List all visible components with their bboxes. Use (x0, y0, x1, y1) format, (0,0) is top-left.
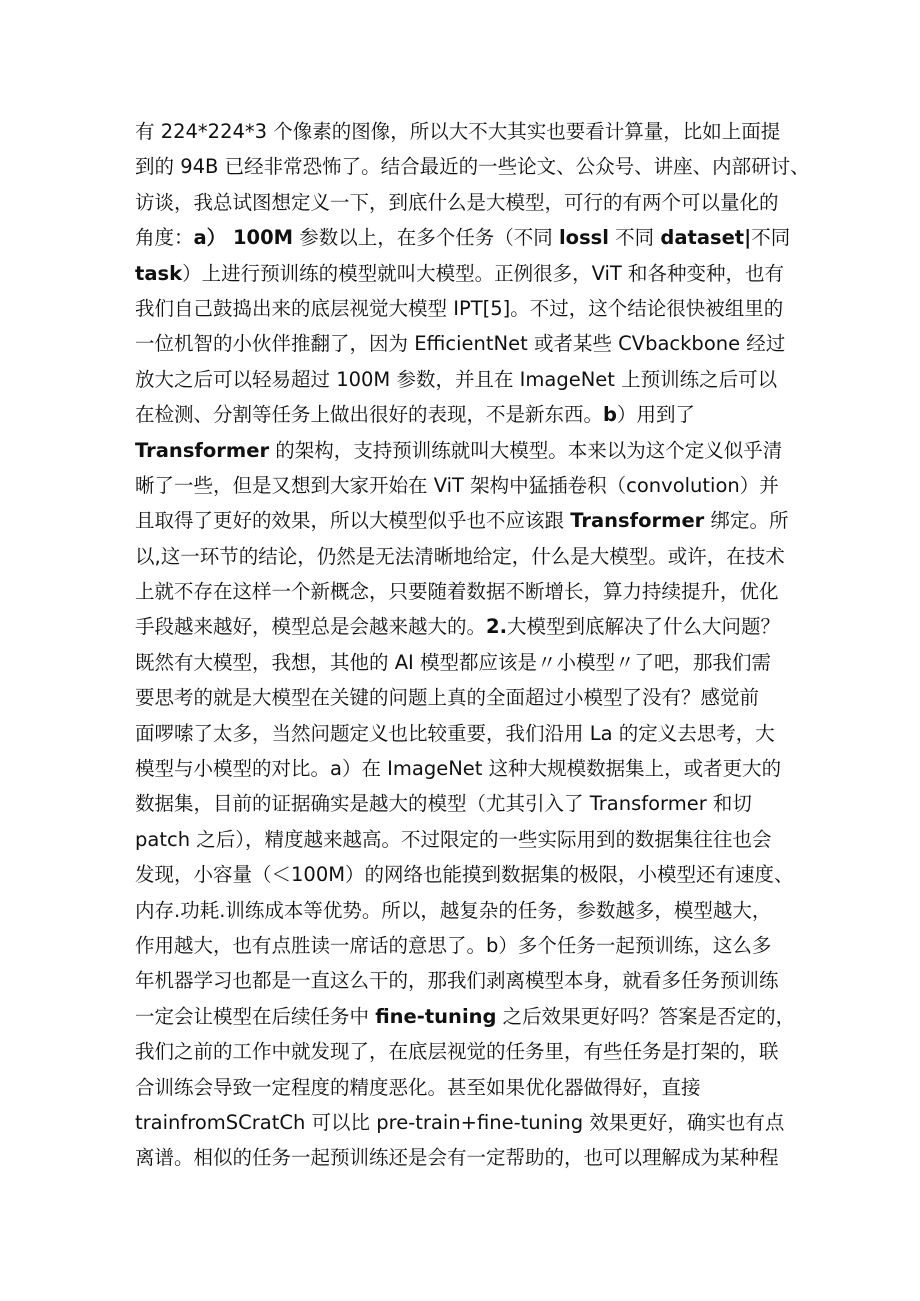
bold-text-run: fine-tuning (375, 1004, 497, 1028)
text-line (135, 574, 825, 609)
bold-text-run: a） 100M (193, 226, 294, 250)
text-run: 的架构，支持预训练就叫大模型。本来以为这个定义似乎清 (269, 438, 783, 462)
body-text (135, 114, 825, 1176)
text-run: 要思考的就是大模型在关键的问题上真的全面超过小模型了没有？感觉前 (135, 686, 760, 710)
text-run: 我们之前的工作中就发现了，在底层视觉的任务里，有些任务是打架的，联 (135, 1040, 779, 1064)
text-line (135, 362, 825, 397)
text-run: ）上进行预训练的模型就叫大模型。正例很多，ViT 和各种变种，也有 (182, 261, 785, 285)
text-run: 大模型到底解决了什么大问题？ (507, 615, 781, 639)
text-line (135, 1105, 825, 1140)
bold-text-run: Transformer (570, 509, 705, 533)
text-line (135, 433, 825, 468)
text-run: 合训练会导致一定程度的精度恶化。甚至如果优化器做得好，直接 (135, 1075, 701, 1099)
bold-text-run: dataset| (660, 226, 752, 250)
text-run: trainfromSCratCh 可以比 pre-train+fine-tuning 效果更好，确实也有点 (135, 1110, 785, 1134)
bold-text-run: task (135, 261, 183, 285)
text-run: 之后效果更好吗？答案是否定的， (496, 1004, 796, 1028)
text-run: 且取得了更好的效果，所以大模型似乎也不应该跟 (135, 509, 571, 533)
text-run: 放大之后可以轻易超过 100M 参数，并且在 ImageNet 上预训练之后可以 (135, 367, 778, 391)
text-run: 不同 (751, 226, 791, 250)
text-line (135, 1034, 825, 1069)
text-run: ）用到了 (616, 403, 695, 427)
bold-text-run: lossl (558, 226, 609, 250)
bold-text-run: 2. (486, 615, 507, 639)
text-line (135, 1140, 825, 1175)
text-line (135, 786, 825, 821)
text-run: 面啰嗦了太多，当然问题定义也比较重要，我们沿用 La 的定义去思考，大 (135, 721, 775, 745)
text-line (135, 893, 825, 928)
text-run: 既然有大模型，我想，其他的 AI 模型都应该是〃小模型〃了吧，那我们需 (135, 650, 771, 674)
text-line (135, 539, 825, 574)
text-line (135, 326, 825, 361)
text-line (135, 963, 825, 998)
text-line (135, 751, 825, 786)
text-run: 我们自己鼓捣出来的底层视觉大模型 IPT[5]。不过，这个结论很快被组里的 (135, 296, 784, 320)
text-run: 参数以上，在多个任务（不同 (293, 226, 559, 250)
text-run: patch 之后），精度越来越高。不过限定的一些实际用到的数据集往往也会 (135, 827, 772, 851)
text-line (135, 397, 825, 432)
text-run: 发现，小容量（＜100M）的网络也能摸到数据集的极限，小模型还有速度、 (135, 863, 794, 887)
text-line (135, 928, 825, 963)
text-run: 以,这一环节的结论，仍然是无法清晰地给定，什么是大模型。或许，在技术 (135, 544, 785, 568)
bold-text-run: b (603, 403, 617, 427)
text-line (135, 468, 825, 503)
text-run: 年机器学习也都是一直这么干的，那我们剥离模型本身，就看多任务预训练 (135, 969, 779, 993)
text-line (135, 822, 825, 857)
text-line (135, 503, 825, 538)
text-line (135, 999, 825, 1034)
text-line (135, 114, 825, 149)
bold-text-run: Transformer (135, 438, 270, 462)
text-run: 到的 94B 已经非常恐怖了。结合最近的一些论文、公众号、讲座、内部研讨、 (135, 155, 810, 179)
text-line (135, 645, 825, 680)
text-run: 不同 (608, 226, 661, 250)
text-line (135, 680, 825, 715)
text-line (135, 291, 825, 326)
text-line (135, 149, 825, 184)
text-line (135, 609, 825, 644)
text-run: 作用越大，也有点胜读一席话的意思了。b）多个任务一起预训练，这么多 (135, 933, 772, 957)
text-line (135, 716, 825, 751)
text-run: 一定会让模型在后续任务中 (135, 1004, 376, 1028)
text-run: 模型与小模型的对比。a）在 ImageNet 这种大规模数据集上，或者更大的 (135, 757, 782, 781)
text-run: 访谈，我总试图想定义一下，到底什么是大模型，可行的有两个可以量化的 (135, 190, 779, 214)
text-run: 晰了一些，但是又想到大家开始在 ViT 架构中猛插卷积（convolution）并 (135, 473, 779, 497)
text-run: 内存.功耗.训练成本等优势。所以，越复杂的任务，参数越多，模型越大， (135, 898, 772, 922)
text-run: 手段越来越好，模型总是会越来越大的。 (135, 615, 487, 639)
text-run: 一位机智的小伙伴推翻了，因为 EfficientNet 或者某些 CVbackbone 经过 (135, 332, 786, 356)
text-run: 数据集，目前的证据确实是越大的模型（尤其引入了 Transformer 和切 (135, 792, 752, 816)
text-line (135, 1070, 825, 1105)
text-run: 有 224*224*3 个像素的图像，所以大不大其实也要看计算量，比如上面提 (135, 120, 781, 143)
text-run: 在检测、分割等任务上做出很好的表现，不是新东西。 (135, 403, 604, 427)
text-line (135, 256, 825, 291)
text-line (135, 220, 825, 255)
text-run: 上就不存在这样一个新概念，只要随着数据不断增长，算力持续提升，优化 (135, 580, 779, 604)
text-line (135, 857, 825, 892)
text-run: 角度： (135, 226, 194, 250)
text-run: 绑定。所 (704, 509, 789, 533)
text-run: 离谱。相似的任务一起预训练还是会有一定帮助的，也可以理解成为某种程 (135, 1146, 779, 1170)
text-line (135, 185, 825, 220)
